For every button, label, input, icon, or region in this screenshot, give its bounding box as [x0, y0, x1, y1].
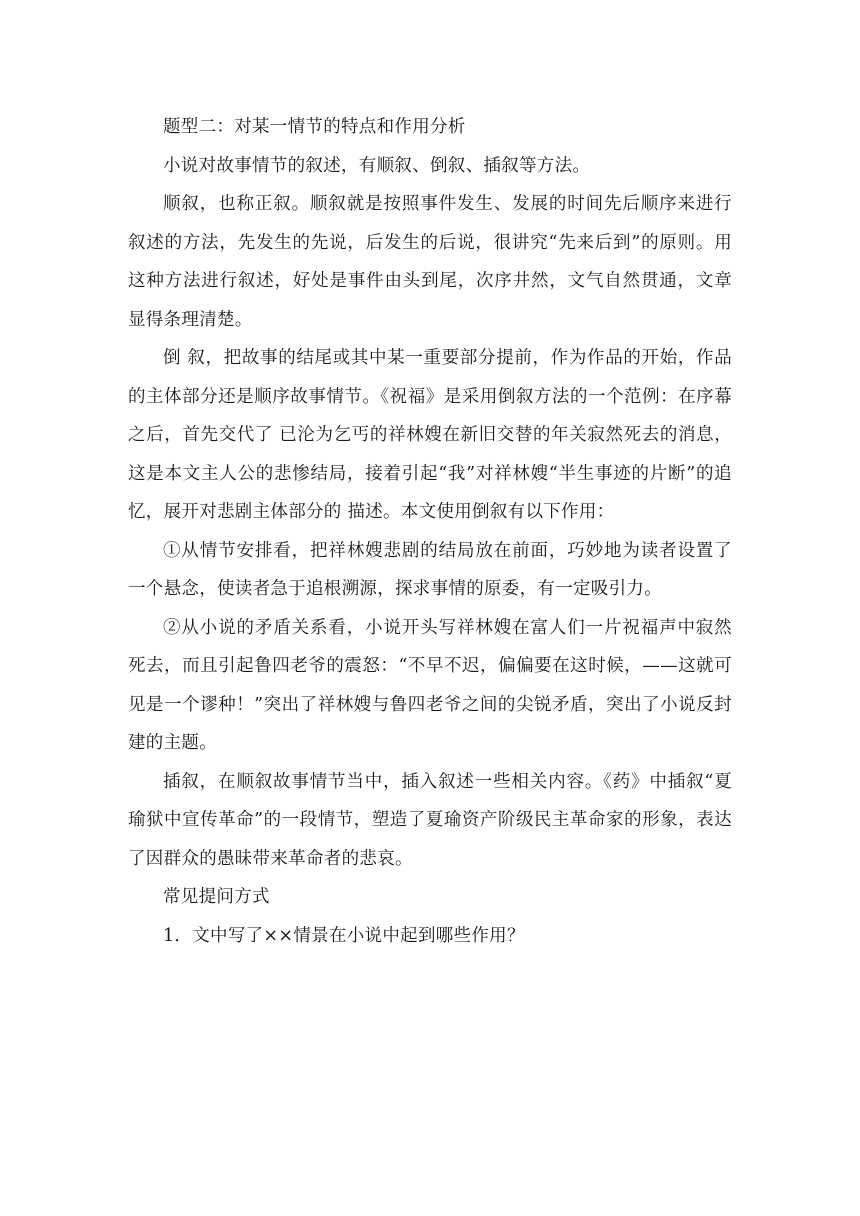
intro-paragraph: 小说对故事情节的叙述，有顺叙、倒叙、插叙等方法。	[163, 155, 591, 176]
flashback-paragraph: 倒 叙，把故事的结尾或其中某一重要部分提前，作为作品的开始，作品的主体部分还是顺序故事情节。《祝福》是采用倒叙方法的一个范例：在序幕之后，首先交代了 已沦为乞丐的祥林嫂在新旧交替的年关寂然死去的消息，这是本文主人公的悲惨结局，接着引起“我”对祥林嫂“半生事迹的片断”的追忆，展开对悲剧主体部分的 描述。本文使用倒叙有以下作用：	[128, 348, 732, 522]
section-heading: 题型二：对某一情节的特点和作用分析	[163, 117, 466, 137]
question-item-1: 1．文中写了××情景在小说中起到哪些作用？	[163, 925, 525, 946]
sequential-narration-paragraph: 顺叙，也称正叙。顺叙就是按照事件发生、发展的时间先后顺序来进行叙述的方法，先发生的先说，后发生的后说，很讲究“先来后到”的原则。用这种方法进行叙述，好处是事件由头到尾，次序井然，文气自然贯通，文章显得条理清楚。	[128, 194, 732, 330]
flashback-effect-2: ②从小说的矛盾关系看，小说开头写祥林嫂在富人们一片祝福声中寂然死去，而且引起鲁四老爷的震怒：“不早不迟，偏偏要在这时候，——这就可见是一个谬种！”突出了祥林嫂与鲁四老爷之间的尖锐矛盾，突出了小说反封建的主题。	[128, 617, 732, 753]
interpolated-narration-paragraph: 插叙，在顺叙故事情节当中，插入叙述一些相关内容。《药》中插叙“夏瑜狱中宣传革命”的一段情节，塑造了夏瑜资产阶级民主革命家的形象，表达了因群众的愚昧带来革命者的悲哀。	[128, 771, 732, 869]
flashback-effect-1: ①从情节安排看，把祥林嫂悲剧的结局放在前面，巧妙地为读者设置了一个悬念，使读者急于追根溯源，探求事情的原委，有一定吸引力。	[128, 540, 732, 599]
question-types-heading: 常见提问方式	[163, 887, 270, 907]
document-page	[128, 108, 732, 955]
